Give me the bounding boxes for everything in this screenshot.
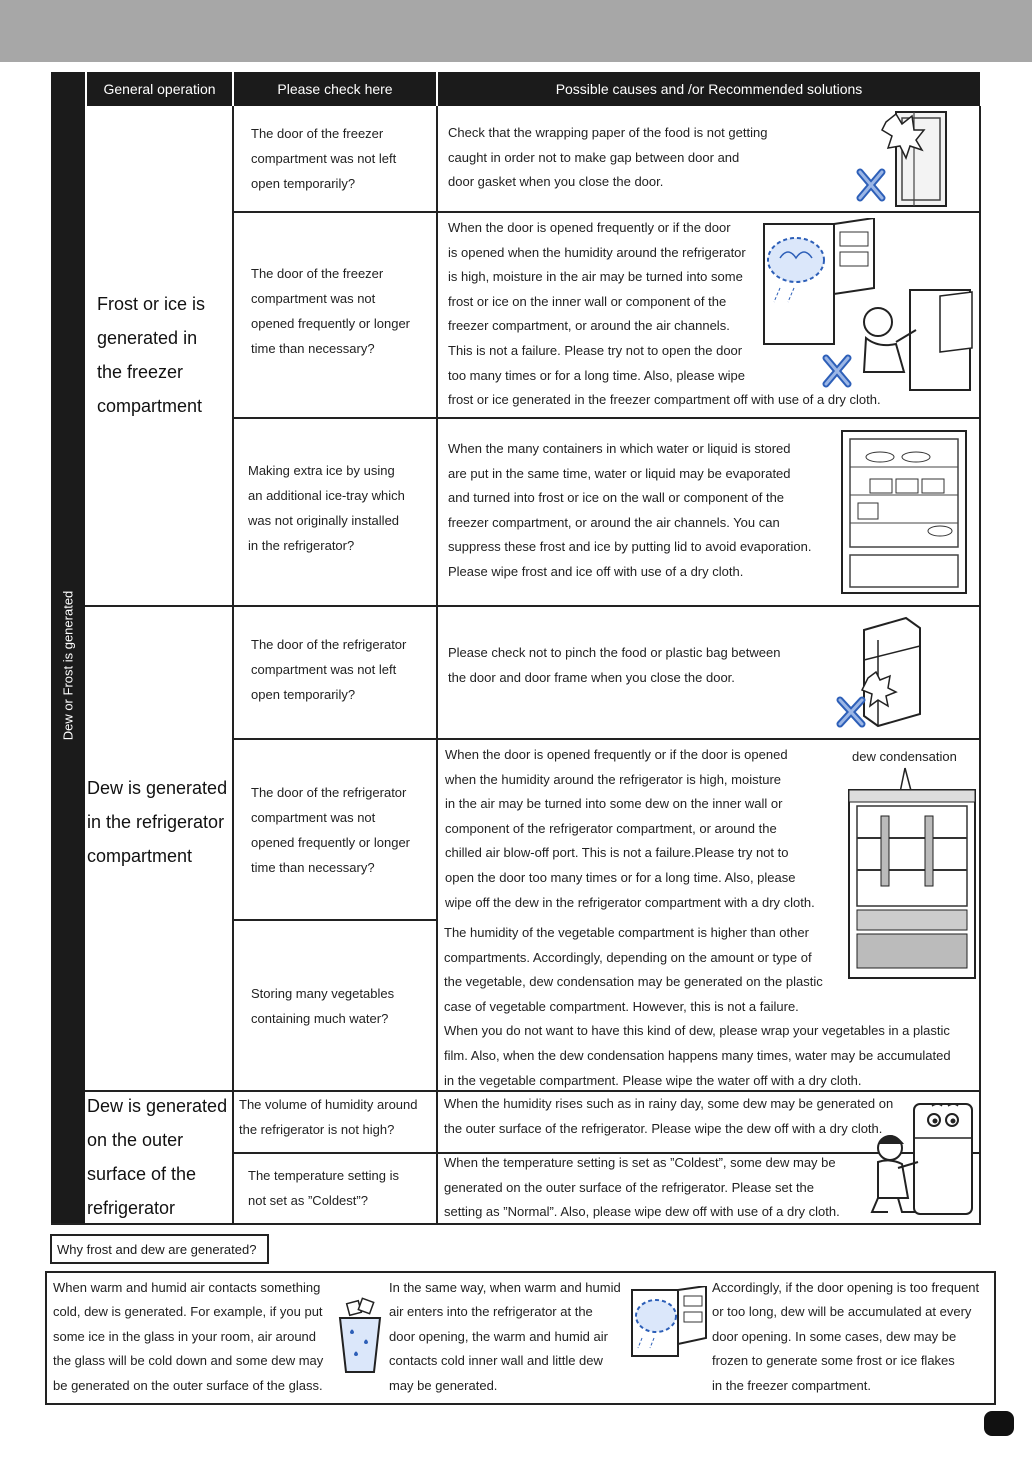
check-cell: The door of the refrigerator compartment was not left open temporarily? [251, 637, 407, 702]
grid-line [436, 106, 438, 1225]
page-number-badge [984, 1411, 1014, 1436]
category-dew-outer: Dew is generated on the outer surface of the refrigerator [87, 1096, 228, 1218]
grid-line [232, 919, 438, 921]
solution-cell: When the humidity rises such as in rainy day, some dew may be generated on the outer surface of the refrigerator. Please wipe the dew off with a dry cloth. [444, 1096, 894, 1136]
grid-line [979, 106, 981, 1225]
solution-cell: When the temperature setting is set as ”Coldest”, some dew may be generated on the outer surface of the refrigerator. Please set the setting as ”Normal”. Also, please wipe dew off with use of a dry cloth. [444, 1155, 840, 1220]
top-band [0, 0, 1032, 62]
glass-with-ice-illustration [336, 1296, 384, 1376]
solution-cell: When the door is opened frequently or if the door is opened when the humidity around the refrigerator is high, moisture in the air may be turned into some frost or ice on the inner wall or component of the freezer compartment, or around the air channels. This is not a failure. Please try not to open the door too many times or for a long time. Also, please wipe frost or ice generated in the freezer compartment off with use of a dry cloth. [448, 220, 881, 408]
solution-cell: Please check not to pinch the food or plastic bag between the door and door frame when you close the door. [448, 645, 781, 685]
check-cell: The volume of humidity around the refrigerator is not high? [239, 1097, 418, 1137]
refrigerator-wiping-illustration [868, 1098, 974, 1220]
grid-line [85, 605, 981, 607]
why-title: Why frost and dew are generated? [57, 1241, 257, 1257]
check-cell: The door of the freezer compartment was not left open temporarily? [251, 126, 397, 191]
header-corner [51, 72, 85, 106]
dew-condensation-label: dew condensation [852, 749, 957, 764]
why-column-1: When warm and humid air contacts something cold, dew is generated. For example, if you put some ice in the glass in your room, air around the glass will be cold down and some dew may be generated on the outer surface of the glass. [53, 1280, 324, 1393]
why-column-3: Accordingly, if the door opening is too frequent or too long, dew will be accumulated at every door opening. In some cases, dew may be frozen to generate some frost or ice flakes in the freezer compartment. [712, 1280, 980, 1393]
check-cell: Making extra ice by using an additional ice-tray which was not originally installed in the refrigerator? [248, 463, 405, 553]
why-title-box [50, 1234, 269, 1264]
grid-line [232, 106, 234, 1225]
check-cell: The door of the freezer compartment was not opened frequently or longer time than necessary? [251, 266, 411, 356]
freezer-door-gap-illustration [856, 108, 974, 208]
open-freezer-door-illustration [760, 218, 976, 392]
grid-line [232, 738, 981, 740]
solution-cell: When the many containers in which water or liquid is stored are put in the same time, water or liquid may be evaporated and turned into frost or ice on the wall or component of the freezer compartment, or around the air channels. You can suppress these frost and ice by putting lid to avoid evaporation. Please wipe frost and ice off with use of a dry cloth. [448, 441, 812, 579]
check-cell: Storing many vegetables containing much water? [251, 986, 395, 1026]
grid-line [232, 211, 981, 213]
why-column-2: In the same way, when warm and humid air enters into the refrigerator at the door opening, the warm and humid air contacts cold inner wall and little dew may be generated. [389, 1280, 621, 1393]
header-please-check: Please check here [234, 72, 436, 106]
check-cell: The temperature setting is not set as ”Coldest”? [248, 1168, 400, 1208]
open-refrigerator-air-illustration [630, 1286, 710, 1358]
freezer-containers-illustration [840, 427, 970, 595]
grid-line [232, 417, 981, 419]
solution-cell: The humidity of the vegetable compartment is higher than other compartments. Accordingly, depending on the amount or type of the vegetable, dew condensation may be generated on the plastic case of vegetable compartment. However, this is not a failure. When you do not want to have this kind of dew, please wrap your vegetables in a plastic film. Also, when the dew condensation happens many times, water may be accumulated in the vegetable compartment. Please wipe the water off with a dry cloth. [444, 925, 951, 1088]
header-possible-causes: Possible causes and /or Recommended solutions [438, 72, 980, 106]
side-label: Dew or Frost is generated [60, 590, 76, 741]
header-general-operation: General operation [87, 72, 232, 106]
check-cell: The door of the refrigerator compartment was not opened frequently or longer time than necessary? [251, 785, 411, 875]
solution-cell: When the door is opened frequently or if the door is opened when the humidity around the refrigerator is high, moisture in the air may be turned into some dew on the inner wall or component of the refrigerator compartment, or around the chilled air blow-off port. This is not a failure.Please try not to open the door too many times or for a long time. Also, please wipe off the dew in the refrigerator compartment with a dry cloth. [445, 747, 815, 910]
refrigerator-door-pinch-illustration [834, 616, 928, 730]
refrigerator-interior-illustration [845, 766, 979, 982]
category-dew-refrigerator: Dew is generated in the refrigerator compartment [87, 778, 228, 866]
solution-cell: Check that the wrapping paper of the food is not getting caught in order not to make gap between door and door gasket when you close the door. [448, 125, 768, 190]
category-frost-freezer: Frost or ice is generated in the freezer compartment [97, 294, 206, 416]
